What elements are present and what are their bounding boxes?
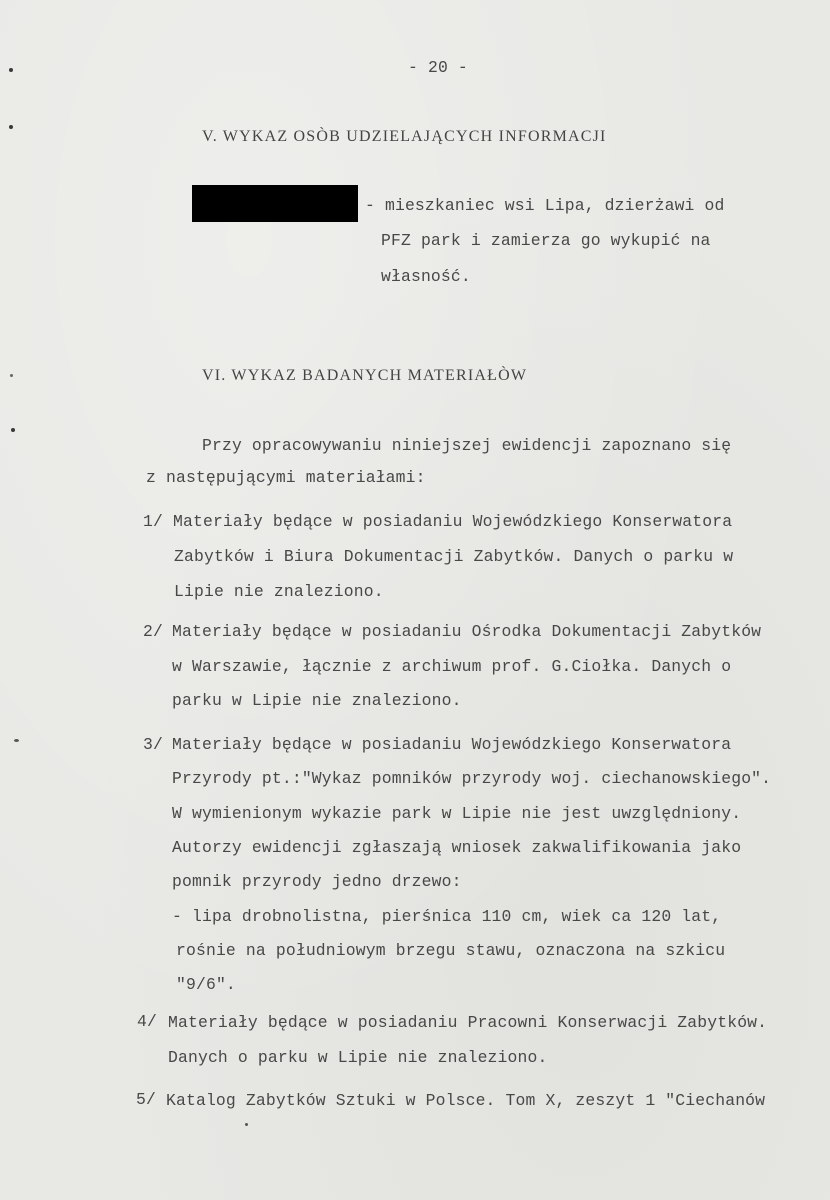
margin-mark bbox=[10, 374, 13, 377]
item-4-line-1: Materiały będące w posiadaniu Pracowni Konserwacji Zabytków. bbox=[168, 1013, 768, 1032]
item-3-line-1: Materiały będące w posiadaniu Wojewódzkiego Konserwatora bbox=[172, 735, 732, 754]
item-4-number: 4/ bbox=[137, 1012, 157, 1031]
item-2-line-3: parku w Lipie nie znaleziono. bbox=[172, 691, 462, 710]
item-3-subitem-line-2: rośnie na południowym brzegu stawu, oznaczona na szkicu bbox=[176, 941, 726, 960]
margin-mark bbox=[9, 68, 13, 72]
item-1-line-3: Lipie nie znaleziono. bbox=[174, 582, 384, 601]
item-3-subitem-line-1: - lipa drobnolistna, pierśnica 110 cm, wiek ca 120 lat, bbox=[172, 907, 722, 926]
item-3-line-4: Autorzy ewidencji zgłaszają wniosek zakwalifikowania jako bbox=[172, 838, 742, 857]
margin-mark bbox=[11, 428, 15, 432]
informant-line-1: - mieszkaniec wsi Lipa, dzierżawi od bbox=[365, 196, 725, 215]
section-vi-heading: VI. WYKAZ BADANYCH MATERIAŁÒW bbox=[202, 367, 528, 384]
informant-line-2: PFZ park i zamierza go wykupić na bbox=[381, 231, 711, 250]
item-2-line-1: Materiały będące w posiadaniu Ośrodka Dokumentacji Zabytków bbox=[172, 622, 762, 641]
item-3-number: 3/ bbox=[143, 735, 163, 754]
ink-speck bbox=[245, 1123, 248, 1126]
item-2-number: 2/ bbox=[143, 622, 163, 641]
intro-line-2: z następującymi materiałami: bbox=[146, 468, 426, 487]
item-3-line-2: Przyrody pt.:"Wykaz pomników przyrody woj. ciechanowskiego". bbox=[172, 769, 772, 788]
informant-line-3: własność. bbox=[381, 267, 471, 286]
intro-line-1: Przy opracowywaniu niniejszej ewidencji zapoznano się bbox=[202, 436, 732, 455]
item-1-number: 1/ bbox=[143, 512, 163, 531]
item-3-line-5: pomnik przyrody jedno drzewo: bbox=[172, 872, 462, 891]
item-5-number: 5/ bbox=[136, 1090, 156, 1109]
item-4-line-2: Danych o parku w Lipie nie znaleziono. bbox=[168, 1048, 548, 1067]
item-3-line-3: W wymienionym wykazie park w Lipie nie jest uwzględniony. bbox=[172, 804, 742, 823]
item-2-line-2: w Warszawie, łącznie z archiwum prof. G.Ciołka. Danych o bbox=[172, 657, 732, 676]
page-number: - 20 - bbox=[408, 58, 468, 77]
redacted-name bbox=[192, 185, 358, 222]
item-3-subitem-line-3: "9/6". bbox=[176, 975, 236, 994]
item-1-line-2: Zabytków i Biura Dokumentacji Zabytków. Danych o parku w bbox=[174, 547, 734, 566]
item-5-line-1: Katalog Zabytków Sztuki w Polsce. Tom X, zeszyt 1 "Ciechanów bbox=[166, 1091, 766, 1110]
margin-mark bbox=[14, 739, 19, 742]
margin-mark bbox=[9, 125, 13, 129]
item-1-line-1: Materiały będące w posiadaniu Wojewódzkiego Konserwatora bbox=[173, 512, 733, 531]
section-v-heading: V. WYKAZ OSÒB UDZIELAJĄCYCH INFORMACJI bbox=[202, 128, 607, 145]
